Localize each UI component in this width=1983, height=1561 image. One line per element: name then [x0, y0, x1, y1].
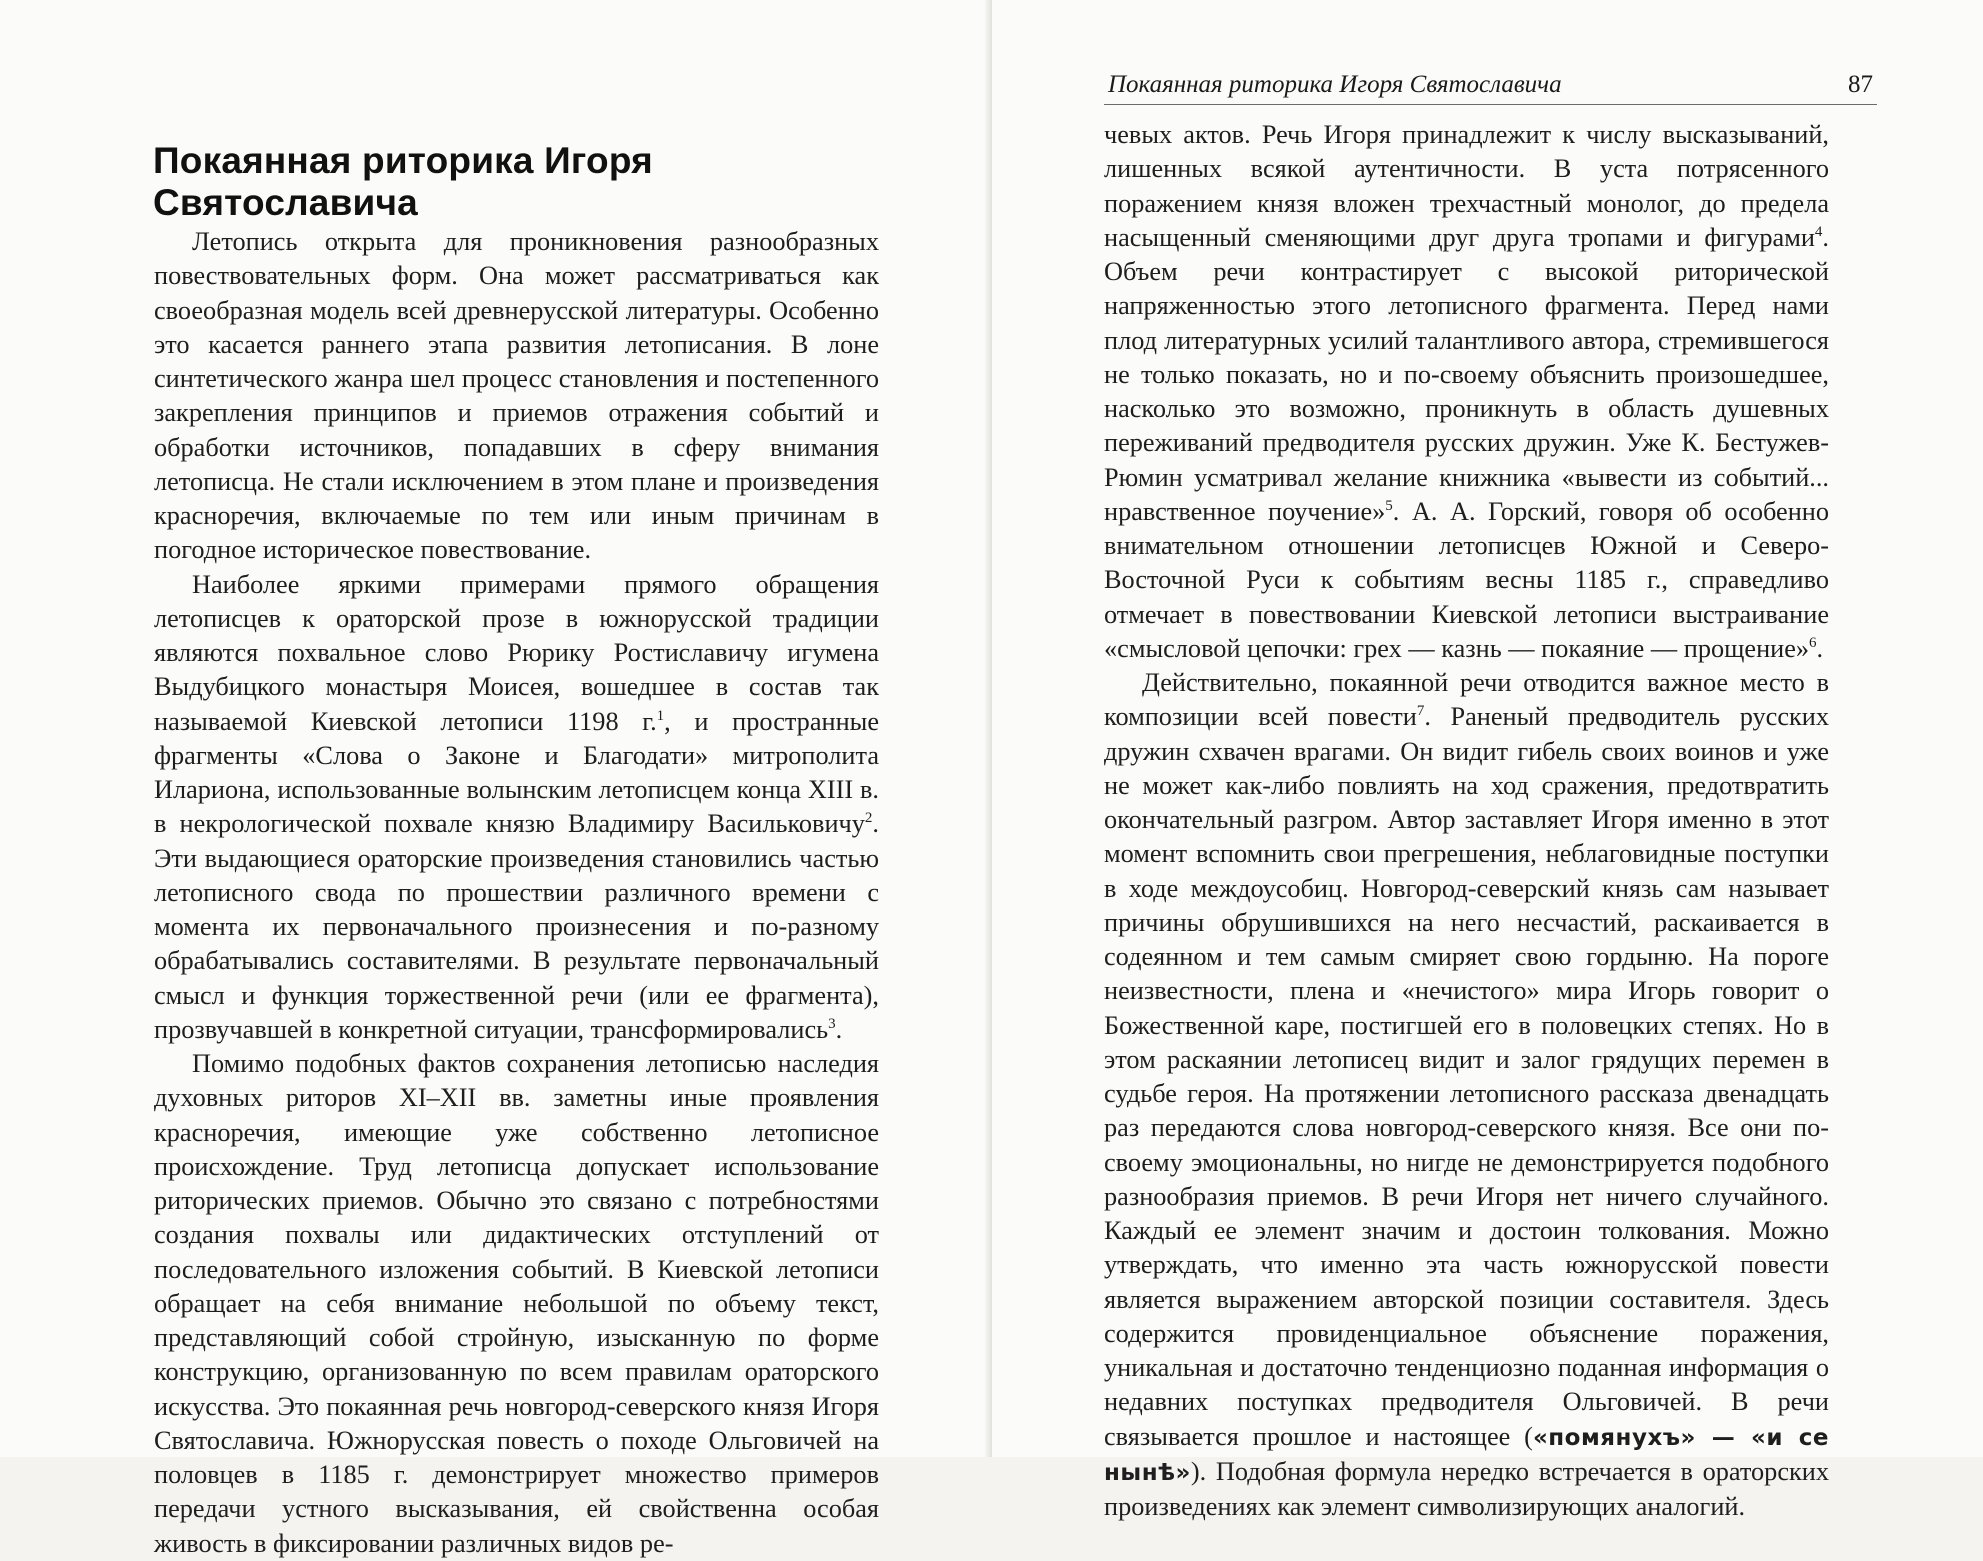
- running-head: [1104, 70, 1877, 105]
- left-page-body: [154, 225, 879, 1561]
- text: . Раненый предводитель русских дружин схвачен врагами. Он видит гибель своих воинов и уже не может как-либо повлиять на ход сражения, предотвратить окончательный разгром. Автор заставляет Игоря именно в этот момент вспомнить свои прегрешения, неблаговидные поступки в ходе междоусобиц. Новгород-северский князь сам называет причины обрушившихся на него несчастий, раскаивается в содеянном и тем самым смиряет свою гордыню. На пороге неизвестности, плена и «нечистого» мира Игорь говорит о Божественной каре, постигшей его в половецких степях. Но в этом раскаянии летописец видит и залог грядущих перемен в судьбе героя. На протяжении летописного рассказа двенадцать раз передаются слова новгород-северского князя. Все они по-своему эмоциональны, но нигде не демонстрируется подобного разнообразия приемов. В речи Игоря нет ничего случайного. Каждый ее элемент значим и достоин толкования. Можно утверждать, что именно эта часть южнорусской повести является выражением авторской позиции составителя. Здесь содержится провиденциальное объяснение поражения, уникальная и достаточно тенденциозно поданная информация о недавних поступках предводителя Ольговичей. В речи связывается прошлое и настоящее (: [1104, 702, 1830, 1451]
- footnote-ref-4: 4: [1814, 223, 1823, 240]
- footnote-ref-6: 6: [1809, 634, 1817, 651]
- text: , и пространные фрагменты «Слова о Законе и Благодати» митрополита Илариона, использованные волынским летописцем конца XIII в. в некрологической похвале князю Владимиру Васильковичу: [154, 706, 879, 839]
- text: чевых актов. Речь Игоря принадлежит к числу высказываний, лишенных всякой аутентичности. В уста потрясенного поражением князя вложен трехчастный монолог, до предела насыщенный сменяющими друг друга тропами и фигурами: [1104, 120, 1829, 252]
- text: Летопись открыта для проникновения разнообразных повествовательных форм. Она может рассматриваться как своеобразная модель всей древнерусской литературы. Особенно это касается раннего этапа развития летописания. В лоне синтетического жанра шел процесс становления и постепенного закрепления принципов и приемов отражения событий и обработки источников, попадавших в сферу внимания летописца. Не стали исключением в этом плане и произведения красноречия, включаемые по тем или иным причинам в погодное историческое повествование.: [154, 227, 879, 565]
- text: Наиболее яркими примерами прямого обращения летописцев к ораторской прозе в южнорусской традиции являются похвальное слово Рюрику Ростиславичу игумена Выдубицкого монастыря Моисея, вошедшее в состав так называемой Киевской летописи 1198 г.: [154, 569, 879, 736]
- text: .: [1816, 633, 1824, 663]
- text: . А. А. Горский, говоря об особенно внимательном отношении летописцев Южной и Северо-Восточной Руси к событиям весны 1185 г., справедливо отмечает в повествовании Киевской летописи выстраивание «смысловой цепочки: грех — казнь — покаяние — прощение»: [1104, 496, 1829, 663]
- paragraph-3: [154, 1047, 879, 1561]
- text: Действительно, покаянной речи отводится важное место в композиции всей повести: [1104, 668, 1829, 732]
- footnote-ref-7: 7: [1416, 703, 1425, 720]
- running-title: Покаянная риторика Игоря Святославича: [1108, 71, 1562, 98]
- text: Помимо подобных фактов сохранения летописью наследия духовных риторов XI–XII вв. заметны иные проявления красноречия, имеющие уже собственно летописное происхождение. Труд летописца допускает использование риторических приемов. Обычно это связано с потребностями создания похвалы или дидактических отступлений от последовательного изложения событий. В Киевской летописи обращает на себя внимание небольшой по объему текст, представляющий собой стройную, изысканную по форме конструкцию, организованную по всем правилам ораторского искусства. Это покаянная речь новгород-северского князя Игоря Святославича. Южнорусская повесть о походе Ольговичей на половцев в 1185 г. демонстрирует множество примеров передачи устного высказывания, ей свойственна особая живость в фиксировании различных видов ре-: [154, 1049, 879, 1558]
- right-page-body: [1104, 118, 1829, 1524]
- text: ). Подобная формула нередко встречается в ораторских произведениях как элемент символизирующих аналогий.: [1104, 1456, 1829, 1521]
- paragraph-5: [1104, 666, 1829, 1524]
- text: . Объем речи контрастирует с высокой риторической напряженностью этого летописного фрагмента. Перед нами плод литературных усилий талантливого автора, стремившегося не только показать, но и по-своему объяснить произошедшее, насколько это возможно, проникнуть в область душевных переживаний предводителя русских дружин. Уже К. Бестужев-Рюмин усматривал желание книжника «вывести из событий... нравственное поучение»: [1104, 222, 1829, 526]
- text: .: [835, 1014, 843, 1044]
- chapter-title: Покаянная риторика Игоря Святославича: [153, 140, 653, 223]
- page-number: 87: [1848, 71, 1873, 98]
- left-page: [0, 0, 991, 1558]
- footnote-ref-2: 2: [864, 810, 873, 827]
- old-slavonic-quote: «помянухъ» — «и се нынѣ»: [1104, 1424, 1829, 1486]
- footnote-ref-3: 3: [828, 1015, 836, 1032]
- footnote-ref-5: 5: [1385, 497, 1393, 514]
- footnote-ref-1: 1: [656, 707, 665, 724]
- paragraph-1: [154, 225, 879, 568]
- paragraph-4: [1104, 118, 1829, 666]
- paragraph-2: [154, 568, 879, 1048]
- text: . Эти выдающиеся ораторские произведения становились частью летописного свода по прошествии различного времени с момента их первоначального произнесения и по-разному обрабатывались составителями. В результате первоначальный смысл и функция торжественной речи (или ее фрагмента), прозвучавшей в конкретной ситуации, трансформировались: [154, 809, 879, 1044]
